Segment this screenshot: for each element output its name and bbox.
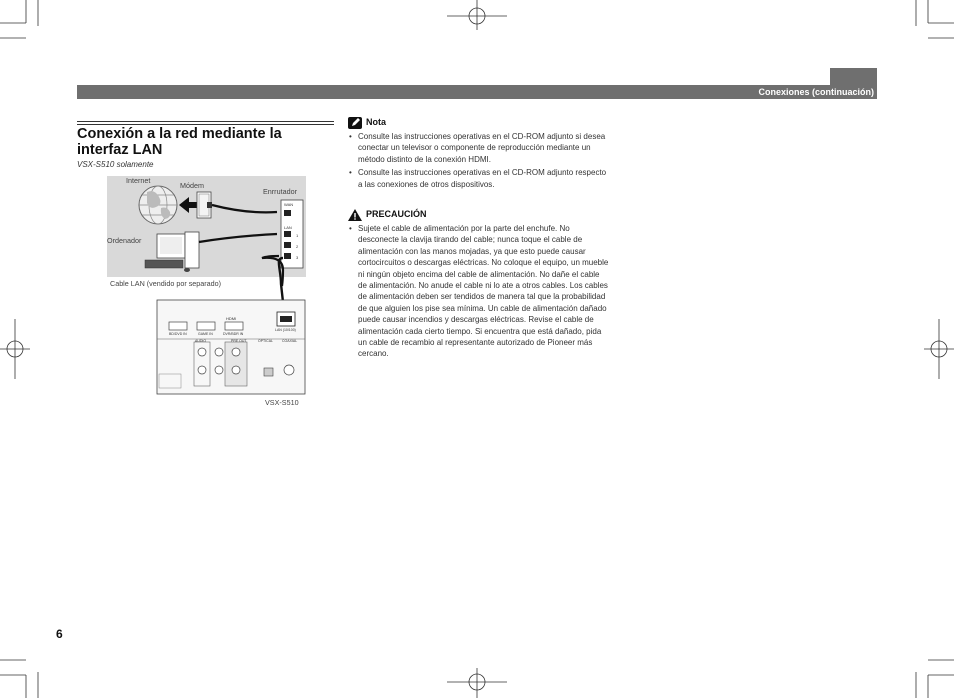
note-item: • Consulte las instrucciones operativas en el CD-ROM adjunto respecto a las conexiones de otros dispositivos. [348,167,610,190]
router-port-wan: WAN [284,202,294,207]
page-number: 6 [56,627,63,641]
title-rule-bottom [77,124,334,125]
panel-optical-label: OPTICAL [258,339,273,343]
panel-lan-label: LAN (10/100) [275,328,296,332]
panel-hdmi-label: HDMI [226,316,237,321]
note-list [348,131,610,190]
panel-dvr-bdr-in: DVR/BDR IN [223,332,244,336]
title-rule-top [77,121,334,122]
lan-cable-label: Cable LAN (vendido por separado) [110,279,222,288]
panel-coaxial-label: COAXIAL [282,339,298,343]
router-port-1: 1 [296,233,299,238]
note-block [348,117,610,192]
router-port-lan: LAN [284,225,292,230]
router-port-3: 3 [296,255,299,260]
router-label: Enrrutador [263,187,297,196]
header-bar [77,85,877,99]
note-heading [348,117,610,129]
caution-item: • Sujete el cable de alimentación por la parte del enchufe. No desconecte la clavija tirando del cable; nunca toque el cable de alimentación con las manos mojadas, ya que esto puede causar cortocircuitos o descargas eléctricas. No coloque el equipo, un mueble ni ningún objeto encima del cable de alimentación. No dañe el cable de alimentación. No anude el cable ni lo ate a otros cables. Los cables de alimentación deben ser tendidos de manera tal que la probabilidad de que alguien los pise sea mínima. Un cable de alimentación dañado puede causar incendios y descargas eléctricas. Revise el cable de alimentación cada cierto tiempo. Si encuentra que está dañado, pida un cable de recambio al representante autorizado de Pioneer más cercano. [348,223,610,360]
caution-list [348,223,610,360]
panel-audio-label: AUDIO [195,339,207,343]
section-subtitle: VSX-S510 solamente [77,160,154,169]
internet-label: Internet [126,176,151,185]
modem-label: Módem [180,181,204,190]
section-header-label: Conexiones (continuación) [758,87,874,97]
panel-game-in: GAME IN [198,332,213,336]
warning-triangle-icon [348,209,362,221]
panel-pre-out-label: PRE OUT [231,339,247,343]
router-icon [281,200,303,268]
globe-icon [139,186,177,224]
caution-heading-text: PRECAUCIÓN [366,209,427,220]
note-pencil-icon [348,117,362,129]
router-port-2: 2 [296,244,299,249]
caution-block [348,209,610,362]
receiver-rear-panel [157,300,305,394]
note-item: • Consulte las instrucciones operativas en el CD-ROM adjunto si desea conectar un televisor o componente de reproducción mediante un método distinto de la conexión HDMI. [348,131,610,165]
computer-label: Ordenador [107,236,142,245]
note-heading-text: Nota [366,117,386,128]
header-tab [830,68,877,86]
lan-connection-diagram [107,174,307,409]
section-title: Conexión a la red mediante la interfaz LAN [77,126,282,158]
model-label: VSX-S510 [265,398,299,407]
diagram-graphic [107,174,307,409]
modem-icon [197,192,212,218]
panel-bdvd-in: BD/DVD IN [169,332,187,336]
caution-heading [348,209,610,221]
